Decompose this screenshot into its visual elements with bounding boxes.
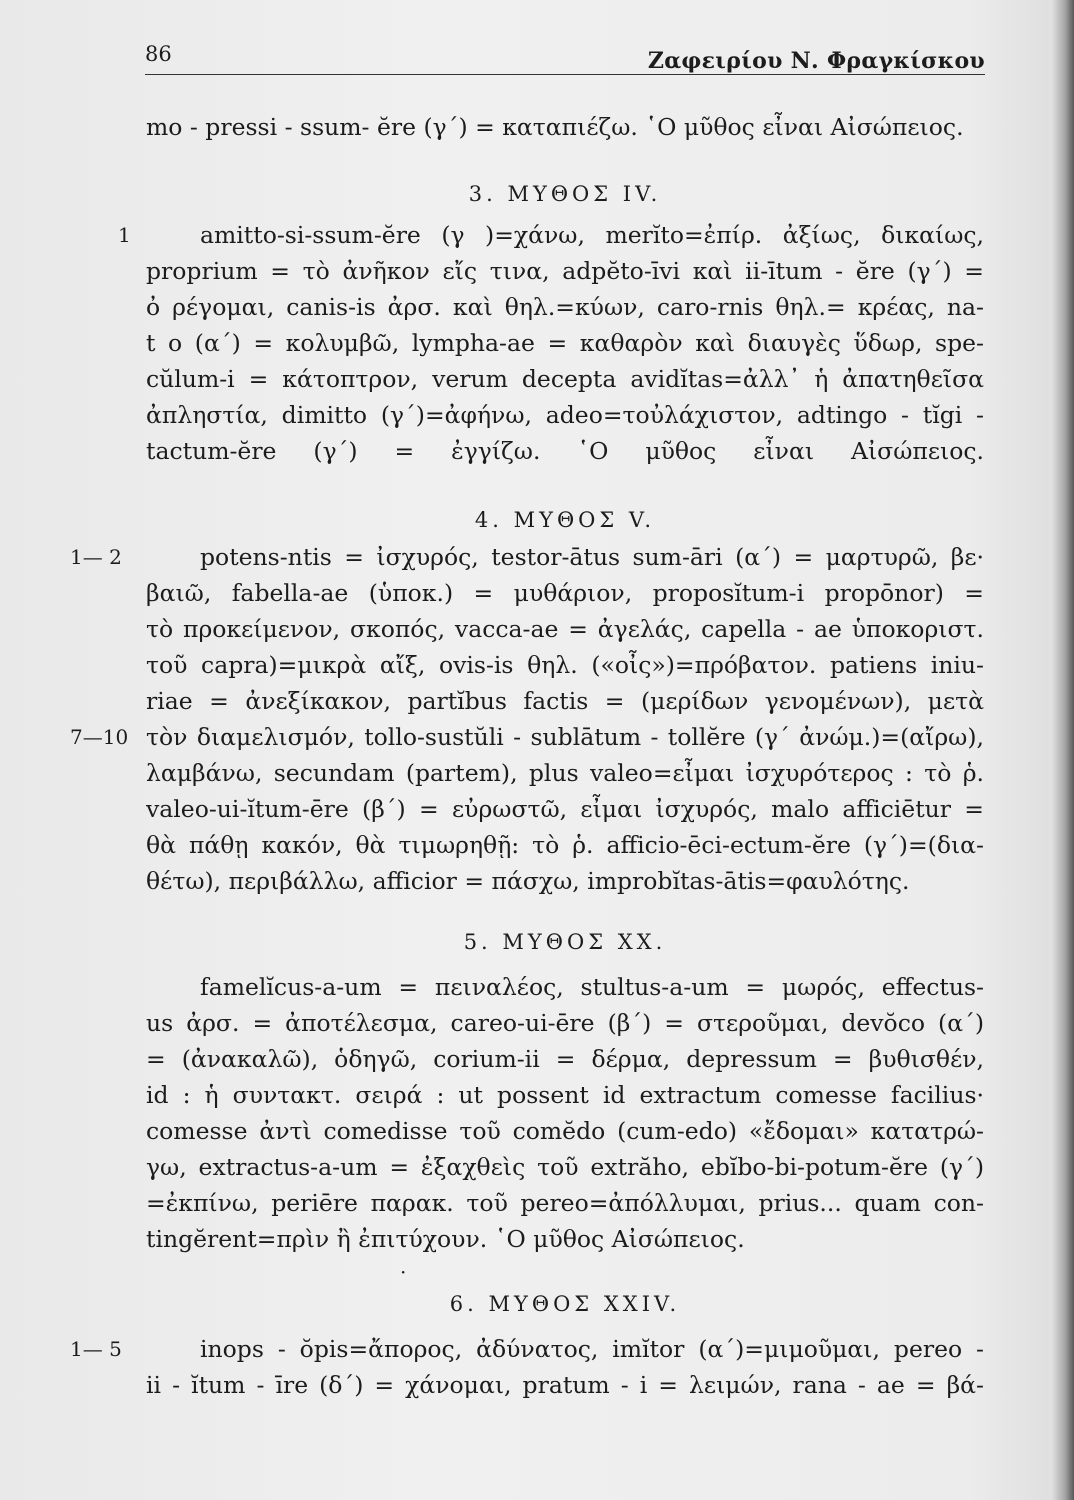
text-line: potens-ntis = ἰσχυρός, testor-ātus sum-āri (α΄) = μαρτυρῶ, βε· bbox=[200, 543, 984, 571]
text-line: id : ἡ συντακτ. σειρά : ut possent id extractum comesse facilius· bbox=[146, 1081, 984, 1109]
stray-mark: · bbox=[400, 1260, 407, 1284]
text-line: τοῦ capra)=μικρὰ αἴξ, ovis-is θηλ. («οἶς»)=πρόβατον. patiens iniu- bbox=[146, 651, 984, 679]
text-line: amitto-si-ssum-ĕre (γ )=χάνω, merĭto=ἐπίρ. ἀξίως, δικαίως, bbox=[200, 221, 984, 249]
text-line: tingĕrent=πρὶν ἢ ἐπιτύχουν. ῾Ο μῦθος Αἰσώπειος. bbox=[146, 1225, 745, 1253]
text-line: =ἐκπίνω, periēre παρακ. τοῦ pereo=ἀπόλλυμαι, prius... quam con- bbox=[146, 1189, 984, 1217]
text-line: cŭlum-i = κάτοπτρον, verum decepta avidĭtas=ἀλλ᾿ ἡ ἀπατηθεῖσα bbox=[146, 365, 984, 393]
section-heading: 5. ΜΥΘΟΣ XX. bbox=[463, 930, 667, 954]
text-line: tactum-ĕre (γ΄) = ἐγγίζω. ῾Ο μῦθος εἶναι Αἰσώπειος. bbox=[146, 437, 984, 465]
margin-line-number: 7—10 bbox=[70, 725, 129, 749]
text-line: comesse ἀντὶ comedisse τοῦ comĕdo (cum-edo) «ἔδομαι» κατατρώ- bbox=[146, 1117, 984, 1145]
page-edge-shadow bbox=[1052, 0, 1074, 1500]
section-heading: 4. ΜΥΘΟΣ V. bbox=[474, 508, 656, 532]
text-line: βαιῶ, fabella-ae (ὑποκ.) = μυθάριον, proposĭtum-i propōnor) = bbox=[146, 579, 984, 607]
text-line: valeo-ui-ĭtum-ēre (β΄) = εὐρωστῶ, εἶμαι ἰσχυρός, malo afficiētur = bbox=[146, 795, 984, 823]
text-line: ἀπληστία, dimitto (γ΄)=ἀφήνω, adeo=τοὐλάχιστον, adtingo - tĭgi - bbox=[146, 401, 984, 429]
text-line: = (ἀνακαλῶ), ὁδηγῶ, corium-ii = δέρμα, depressum = βυθισθέν, bbox=[146, 1045, 984, 1073]
text-line: θέτω), περιβάλλω, afficior = πάσχω, improbĭtas-ātis=φαυλότης. bbox=[146, 867, 910, 895]
text-line: proprium = τὸ ἀνῆκον εἴς τινα, adpĕto-īvi καὶ ii-ītum - ĕre (γ΄) = bbox=[146, 257, 984, 285]
margin-line-number: 1— 5 bbox=[70, 1337, 122, 1361]
text-line: t o (α΄) = κολυμβῶ, lympha-ae = καθαρὸν καὶ διαυγὲς ὕδωρ, spe- bbox=[146, 329, 984, 357]
text-line: τὸν διαμελισμόν, tollo-sustŭli - sublātum - tollĕre (γ΄ ἀνώμ.)=(αἴρω), bbox=[146, 723, 984, 751]
section-heading: 3. ΜΥΘΟΣ IV. bbox=[468, 182, 662, 206]
section-heading: 6. ΜΥΘΟΣ XXIV. bbox=[449, 1292, 681, 1316]
text-line: θὰ πάθῃ κακόν, θὰ τιμωρηθῇ: τὸ ῥ. afficio-ēci-ectum-ĕre (γ΄)=(δια- bbox=[146, 831, 984, 859]
text-line: γω, extractus-a-um = ἐξαχθεὶς τοῦ extrăho, ebĭbo-bi-potum-ĕre (γ΄) bbox=[146, 1153, 984, 1181]
page-header bbox=[145, 38, 985, 75]
margin-line-number: 1— 2 bbox=[70, 545, 122, 569]
text-line: λαμβάνω, secundam (partem), plus valeo=εἶμαι ἰσχυρότερος : τὸ ῥ. bbox=[146, 759, 984, 787]
text-line: ὀ ρέγομαι, canis-is ἀρσ. καὶ θηλ.=κύων, caro-rnis θηλ.= κρέας, na- bbox=[146, 293, 984, 321]
text-line: famelĭcus-a-um = πειναλέος, stultus-a-um = μωρός, effectus- bbox=[200, 973, 984, 1001]
text-line: τὸ προκείμενον, σκοπός, vacca-ae = ἀγελάς, capella - ae ὑποκοριστ. bbox=[146, 615, 984, 643]
text-line: riae = ἀνεξίκακον, partĭbus factis = (μερίδων γενομένων), μετὰ bbox=[146, 687, 984, 715]
text-line: us ἀρσ. = ἀποτέλεσμα, careo-ui-ēre (β΄) = στεροῦμαι, devŏco (α΄) bbox=[146, 1009, 984, 1037]
text-line: ii - ĭtum - īre (δ΄) = χάνομαι, pratum - i = λειμών, rana - ae = βά- bbox=[146, 1371, 984, 1399]
margin-line-number: 1 bbox=[118, 223, 131, 247]
page-number: 86 bbox=[145, 42, 172, 66]
text-line: inops - ŏpis=ἄπορος, ἀδύνατος, imĭtor (α΄)=μιμοῦμαι, pereo - bbox=[200, 1335, 984, 1363]
text-line: mo - pressi - ssum- ĕre (γ΄) = καταπιέζω. ῾Ο μῦθος εἶναι Αἰσώπειος. bbox=[146, 113, 964, 141]
running-head: Ζαφειρίου Ν. Φραγκίσκου bbox=[647, 48, 985, 74]
